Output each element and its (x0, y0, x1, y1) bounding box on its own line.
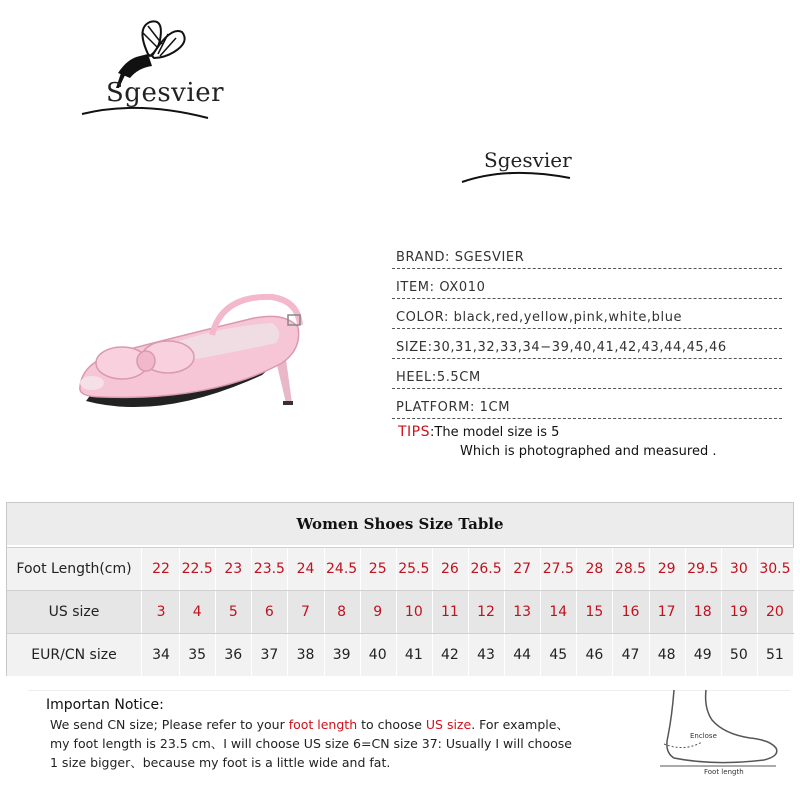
spec-brand-text: BRAND: SGESVIER (396, 250, 525, 265)
spec-heel (392, 360, 782, 389)
eur-size-cell: 48 (649, 634, 686, 676)
spec-color-text: COLOR: black,red,yellow,pink,white,blue (396, 310, 683, 325)
eur-size-cell: 46 (576, 634, 613, 676)
tips-line1: :The model size is 5 (430, 425, 560, 440)
eur-size-cell: 45 (540, 634, 577, 676)
notice-highlight-us-size: US size (425, 717, 472, 732)
foot-length-cell: 23 (215, 548, 252, 590)
foot-outline-icon (654, 686, 784, 776)
eur-size-cell: 41 (396, 634, 433, 676)
spec-color (392, 300, 782, 329)
row-header-foot-length: Foot Length(cm) (7, 548, 142, 590)
foot-measurement-diagram (654, 686, 784, 776)
eur-size-cell: 50 (721, 634, 758, 676)
notice-line-2: my foot length is 23.5 cm、I will choose US size 6=CN size 37: Usually I will choose (50, 736, 572, 751)
foot-length-label: Foot length (704, 768, 744, 776)
spec-platform (392, 390, 782, 419)
us-size-cell: 10 (396, 591, 433, 633)
enclose-label: Enclose (690, 732, 717, 740)
spec-size (392, 330, 782, 359)
tips-label: TIPS (398, 424, 431, 440)
eur-size-cell: 44 (504, 634, 541, 676)
spec-item (392, 270, 782, 299)
us-size-cell: 14 (540, 591, 577, 633)
row-header-eur-size: EUR/CN size (7, 634, 142, 676)
us-size-cell: 4 (179, 591, 216, 633)
table-row-eur-size (7, 633, 793, 676)
brand-logo-small (458, 144, 578, 192)
us-size-cell: 11 (432, 591, 469, 633)
foot-length-cell: 24.5 (324, 548, 361, 590)
foot-length-cell: 29.5 (685, 548, 722, 590)
eur-size-cell: 34 (143, 634, 180, 676)
notice-line-3: 1 size bigger、because my foot is a little wide and fat. (50, 755, 391, 770)
us-size-cell: 9 (360, 591, 397, 633)
product-image (62, 275, 342, 435)
eur-size-cell: 35 (179, 634, 216, 676)
foot-length-cell: 26.5 (468, 548, 505, 590)
us-size-cell: 7 (287, 591, 324, 633)
foot-length-cell: 23.5 (251, 548, 288, 590)
us-size-cell: 15 (576, 591, 613, 633)
logo-small-text: Sgesvier (484, 148, 572, 172)
foot-length-cell: 24 (287, 548, 324, 590)
eur-size-cell: 47 (612, 634, 649, 676)
spec-size-text: SIZE:30,31,32,33,34−39,40,41,42,43,44,45,46 (396, 340, 727, 355)
spec-platform-text: PLATFORM: 1CM (396, 400, 511, 415)
spec-heel-text: HEEL:5.5CM (396, 370, 481, 385)
notice-title: Importan Notice: (46, 697, 164, 713)
us-size-cell: 5 (215, 591, 252, 633)
notice-text: to choose (357, 717, 426, 732)
us-size-cell: 6 (251, 591, 288, 633)
us-size-cell: 3 (143, 591, 180, 633)
foot-length-cell: 27 (504, 548, 541, 590)
foot-length-cell: 28 (576, 548, 613, 590)
foot-length-cell: 30 (721, 548, 758, 590)
foot-length-cell: 26 (432, 548, 469, 590)
eur-size-cell: 42 (432, 634, 469, 676)
table-row-us-size (7, 590, 793, 633)
us-size-cell: 19 (721, 591, 758, 633)
notice-line-1 (50, 715, 569, 733)
pink-slingback-shoe-icon (62, 275, 342, 435)
eur-size-cell: 36 (215, 634, 252, 676)
us-size-cell: 17 (649, 591, 686, 633)
spec-item-text: ITEM: OX010 (396, 280, 486, 295)
eur-size-cell: 38 (287, 634, 324, 676)
table-row-foot-length (7, 547, 793, 590)
spec-brand (392, 240, 782, 269)
logo-text: Sgesvier (106, 78, 225, 108)
foot-length-cell: 22.5 (179, 548, 216, 590)
eur-size-cell: 40 (360, 634, 397, 676)
notice-highlight-foot-length: foot length (288, 717, 358, 732)
tips (398, 424, 559, 440)
us-size-cell: 12 (468, 591, 505, 633)
foot-length-cell: 22 (143, 548, 180, 590)
us-size-cell: 18 (685, 591, 722, 633)
eur-size-cell: 39 (324, 634, 361, 676)
brand-logo (78, 18, 225, 128)
tips-line2: Which is photographed and measured . (460, 444, 717, 459)
us-size-cell: 16 (612, 591, 649, 633)
notice-text: . For example、 (471, 717, 569, 732)
eur-size-cell: 43 (468, 634, 505, 676)
us-size-cell: 8 (324, 591, 361, 633)
butterfly-heel-icon (78, 18, 218, 128)
row-header-us-size: US size (7, 591, 142, 633)
foot-length-cell: 27.5 (540, 548, 577, 590)
size-table (6, 502, 794, 676)
foot-length-cell: 25 (360, 548, 397, 590)
eur-size-cell: 37 (251, 634, 288, 676)
eur-size-cell: 51 (757, 634, 794, 676)
foot-length-cell: 25.5 (396, 548, 433, 590)
foot-length-cell: 30.5 (757, 548, 794, 590)
foot-length-cell: 29 (649, 548, 686, 590)
notice-text: We send CN size; Please refer to your (50, 717, 289, 732)
us-size-cell: 13 (504, 591, 541, 633)
foot-length-cell: 28.5 (612, 548, 649, 590)
us-size-cell: 20 (757, 591, 794, 633)
table-title: Women Shoes Size Table (7, 503, 793, 545)
eur-size-cell: 49 (685, 634, 722, 676)
